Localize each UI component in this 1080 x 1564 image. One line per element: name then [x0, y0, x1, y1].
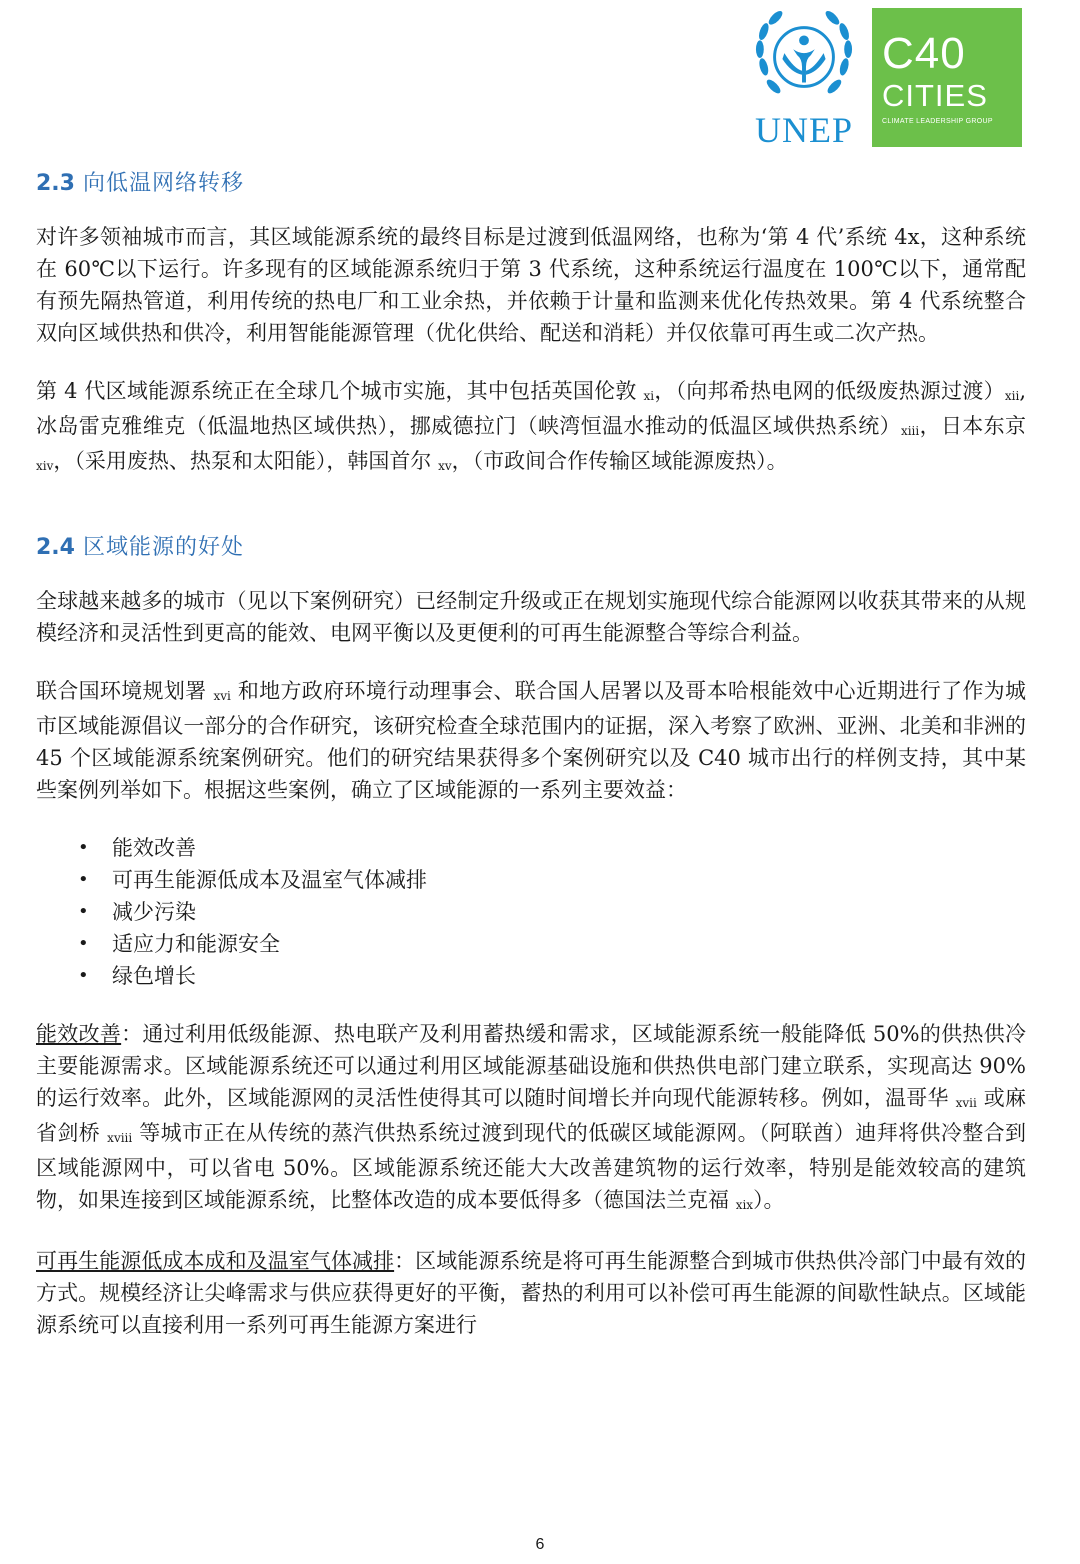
footnote-ref: xiv	[36, 459, 54, 473]
paragraph: 对许多领袖城市而言，其区域能源系统的最终目标是过渡到低温网络，也称为‘第 4 代’系统 4x，这种系统在 60℃以下运行。许多现有的区域能源系统归于第 3 代系统，这种系统运行温度在 100℃以下，通常配有预先隔热管道，利用传统的热电厂和工业余热，并依赖于计量和监测来优化传热效果。第 4 代系统整合双向区域供热和供冷，利用智能能源管理（优化供给、配送和消耗）并仅依靠可再生或二次产热。	[36, 225, 1027, 345]
section-title: 区域能源的好处	[82, 535, 244, 560]
paragraph-lead: 可再生能源低成本成和及温室气体减排	[36, 1249, 395, 1273]
section-number: 2.3	[36, 171, 75, 196]
benefits-list	[36, 832, 1026, 992]
list-item: • 绿色增长	[36, 960, 1026, 992]
list-item: • 能效改善	[36, 832, 1026, 864]
footnote-ref: xvii	[955, 1096, 977, 1110]
footnote-ref: xii	[1004, 389, 1020, 403]
c40-wordmark: C40	[882, 29, 966, 78]
paragraph: 可再生能源低成本成和及温室气体减排：区域能源系统是将可再生能源整合到城市供热供冷部门中最有效的方式。规模经济让尖峰需求与供应获得更好的平衡，蓄热的利用可以补偿可再生能源的间歇性缺点。区域能源系统可以直接利用一系列可再生能源方案进行	[36, 1249, 1026, 1337]
section-heading-2-4	[36, 530, 1026, 561]
paragraph: 联合国环境规划署 $_{xvi}$ 和地方政府环境行动理事会、联合国人居署以及哥本哈根能效中心近期进行了作为城市区域能源倡议一部分的合作研究，该研究检查全球范围内的证据，深入考察了欧洲、亚洲、北美和非洲的 45 个区域能源系统案例研究。他们的研究结果获得多个案例研究以及 C40 城市出行的样例支持，其中某些案例列举如下。根据这些案例，确立了区域能源的一系列主要效益：	[36, 679, 1026, 802]
footnote-ref: xiii	[900, 424, 920, 438]
unep-wordmark: UNEP	[754, 110, 853, 150]
c40-logo	[872, 8, 1022, 147]
list-item: • 适应力和能源安全	[36, 928, 1026, 960]
footnote-ref: xix	[735, 1198, 754, 1212]
unep-wreath-icon	[749, 8, 859, 110]
list-item: • 减少污染	[36, 896, 1026, 928]
unep-logo	[744, 8, 864, 148]
page-content	[36, 160, 1026, 1341]
paragraph-lead: 能效改善	[36, 1022, 122, 1046]
footnote-ref: xviii	[107, 1131, 133, 1145]
section-number: 2.4	[36, 535, 75, 560]
footnote-ref: xvi	[213, 689, 231, 703]
page-number: 6	[535, 1536, 545, 1553]
list-item: • 可再生能源低成本及温室气体减排	[36, 864, 1026, 896]
paragraph: 全球越来越多的城市（见以下案例研究）已经制定升级或正在规划实施现代综合能源网以收获其带来的从规模经济和灵活性到更高的能效、电网平衡以及更便利的可再生能源整合等综合利益。	[36, 589, 1026, 645]
c40-subtitle: CLIMATE LEADERSHIP GROUP	[882, 118, 993, 125]
footnote-ref: xv	[438, 459, 452, 473]
section-title: 向低温网络转移	[82, 171, 244, 196]
section-heading-2-3	[36, 166, 1026, 197]
header-logos	[744, 8, 1022, 148]
footnote-ref: xi	[643, 389, 655, 403]
c40-cities-wordmark: CITIES	[882, 78, 988, 113]
paragraph: 第 4 代区域能源系统正在全球几个城市实施，其中包括英国伦敦 $_{xi}$，（向邦希热电网的低级废热源过渡）$_{xii}$,冰岛雷克雅维克（低温地热区域供热），挪威德拉门（峡湾恒温水推动的低温区域供热系统）$_{xiii}$，日本东京 $_{xiv}$，（采用废热、热泵和太阳能），韩国首尔 $_{xv}$，（市政间合作传输区域能源废热）。	[36, 379, 1026, 473]
paragraph: 能效改善：通过利用低级能源、热电联产及利用蓄热缓和需求，区域能源系统一般能降低 50%的供热供冷主要能源需求。区域能源系统还可以通过利用区域能源基础设施和供热供电部门建立联系，实现高达 90%的运行效率。此外，区域能源网的灵活性使得其可以随时间增长并向现代能源转移。例如，温哥华 $_{xvii}$ 或麻省剑桥 $_{xviii}$ 等城市正在从传统的蒸汽供热系统过渡到现代的低碳区域能源网。（阿联酋）迪拜将供冷整合到区域能源网中，可以省电 50%。区域能源系统还能大大改善建筑物的运行效率，特别是能效较高的建筑物，如果连接到区域能源系统，比整体改造的成本要低得多（德国法兰克福 $_{xix}$）。	[36, 1022, 1026, 1212]
